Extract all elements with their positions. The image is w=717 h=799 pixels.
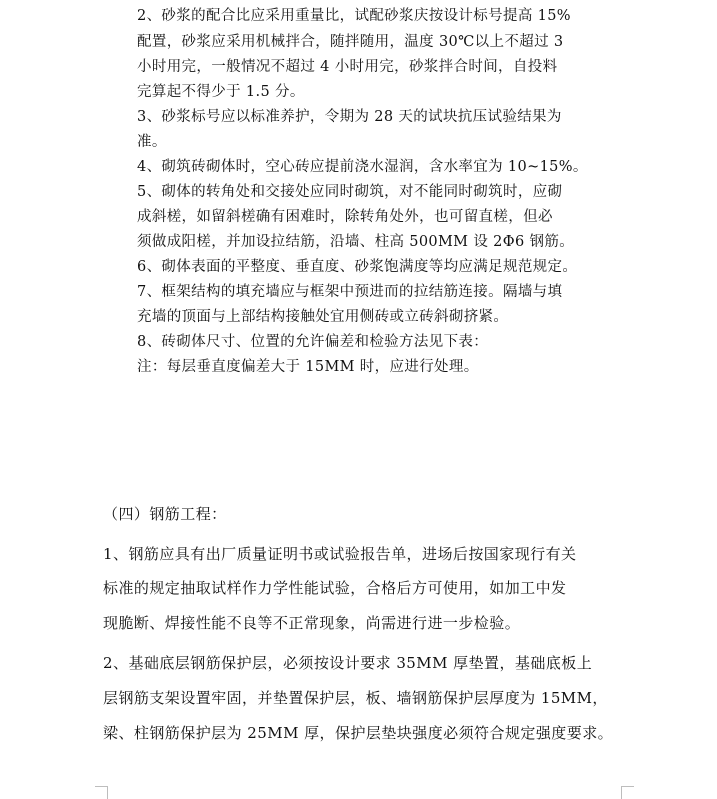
- masonry-item-3-line-1: 3、砂浆标号应以标准养护，令期为 28 天的试块抗压试验结果为: [137, 109, 562, 125]
- masonry-item-3-line-2: 准。: [137, 134, 167, 150]
- rebar-item-2-line-2: 层钢筋支架设置牢固，并垫置保护层，板、墙钢筋保护层厚度为 15MM，: [103, 689, 608, 707]
- masonry-item-2-line-1: 2、砂浆的配合比应采用重量比，试配砂浆庆按设计标号提高 15%: [137, 8, 571, 24]
- masonry-item-2-line-3: 小时用完，一般情况不超过 4 小时用完，砂浆拌合时间，自投料: [137, 59, 558, 75]
- masonry-item-5-line-1: 5、砌体的转角处和交接处应同时砌筑，对不能同时砌筑时，应砌: [137, 184, 563, 200]
- rebar-item-2-line-3: 梁、柱钢筋保护层为 25MM 厚，保护层垫块强度必须符合规定强度要求。: [103, 724, 614, 742]
- page-margin-corner-mark-right: [621, 786, 634, 799]
- masonry-item-7-line-2: 充墙的顶面与上部结构接触处宜用侧砖或立砖斜砌挤紧。: [137, 309, 509, 325]
- masonry-item-5-line-3: 须做成阳槎，并加设拉结筋，沿墙、柱高 500MM 设 2Φ6 钢筋。: [137, 234, 575, 250]
- rebar-item-1-line-2: 标准的规定抽取试样作力学性能试验，合格后方可使用，如加工中发: [103, 579, 567, 597]
- masonry-item-2-line-4: 完算起不得少于 1.5 分。: [137, 84, 305, 100]
- masonry-note: 注：每层垂直度偏差大于 15MM 时，应进行处理。: [137, 359, 479, 375]
- masonry-item-7-line-1: 7、框架结构的填充墙应与框架中预进而的拉结筋连接。隔墙与填: [137, 284, 563, 300]
- masonry-item-4-line-1: 4、砌筑砖砌体时，空心砖应提前浇水湿润，含水率宜为 10~15%。: [137, 159, 588, 175]
- rebar-item-1-line-3: 现脆断、焊接性能不良等不正常现象，尚需进行进一步检验。: [103, 614, 521, 632]
- masonry-item-5-line-2: 成斜槎，如留斜槎确有困难时，除转角处外，也可留直槎，但必: [137, 209, 553, 225]
- masonry-item-2-line-2: 配置，砂浆应采用机械拌合，随拌随用，温度 30℃以上不超过 3: [137, 34, 564, 50]
- masonry-item-8-line-1: 8、砖砌体尺寸、位置的允许偏差和检验方法见下表：: [137, 334, 489, 350]
- rebar-section-heading: （四）钢筋工程：: [103, 505, 227, 523]
- page-margin-corner-mark-left: [95, 786, 108, 799]
- masonry-item-6-line-1: 6、砌体表面的平整度、垂直度、砂浆饱满度等均应满足规范规定。: [137, 259, 578, 275]
- rebar-item-1-line-1: 1、钢筋应具有出厂质量证明书或试验报告单，进场后按国家现行有关: [103, 545, 577, 563]
- rebar-item-2-line-1: 2、基础底层钢筋保护层，必须按设计要求 35MM 厚垫置，基础底板上: [103, 654, 593, 672]
